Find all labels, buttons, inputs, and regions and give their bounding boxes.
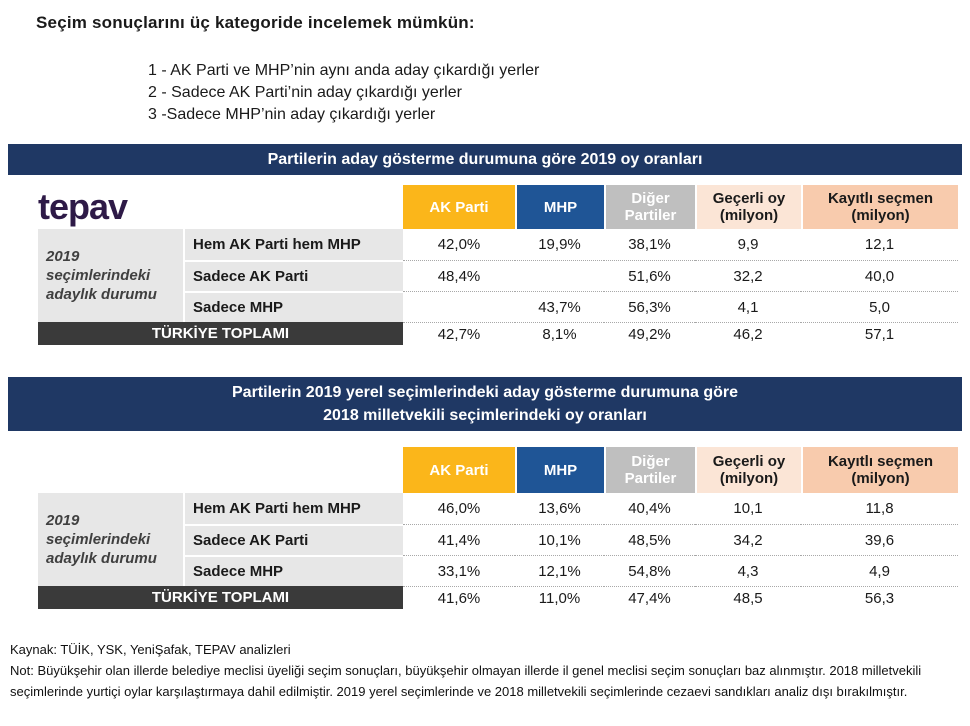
data-cell: 12,1 (864, 236, 895, 253)
data-cell: 42,7% (403, 322, 515, 345)
table1-header-row (38, 185, 958, 229)
intro-item-3: 3 -Sadece MHP’nin aday çıkardığı yerler (148, 106, 436, 123)
table2-col-header-kayitli-secmen: Kayıtlı seçmen (milyon) (801, 447, 958, 493)
data-cell: 32,2 (695, 260, 801, 291)
table1-body (38, 229, 958, 322)
row-label: Sadece MHP (185, 555, 403, 586)
table2-col-header-ak-parti: AK Parti (403, 447, 515, 493)
tepav-logo: tepav (38, 186, 128, 227)
data-cell (403, 291, 515, 322)
table2-body (38, 493, 958, 586)
data-cell: 12,1% (515, 555, 604, 586)
table-row (183, 291, 958, 322)
row-label: Sadece AK Parti (185, 260, 403, 291)
table-row (183, 555, 958, 586)
table-row (183, 260, 958, 291)
table-2018-vote-shares (38, 447, 958, 609)
data-cell: 46,0% (437, 500, 481, 517)
source-line: Kaynak: TÜİK, YSK, YeniŞafak, TEPAV analizleri (10, 642, 291, 657)
table-2019-vote-shares (38, 185, 958, 345)
data-cell: 11,8 (865, 500, 894, 517)
table-row (183, 493, 958, 524)
table1-col-header-ak-parti: AK Parti (403, 185, 515, 229)
data-cell: 46,2 (695, 322, 801, 345)
table2-title-line2: 2018 milletvekili seçimlerindeki oy oranları (323, 407, 647, 424)
row-label: Sadece MHP (185, 291, 403, 322)
data-cell: 11,0% (515, 586, 604, 609)
intro-item-1: 1 - AK Parti ve MHP’nin aynı anda aday çıkardığı yerler (148, 62, 540, 79)
logo-cell-empty (38, 447, 403, 493)
total-label: TÜRKİYE TOPLAMI (38, 586, 403, 609)
table1-title-bar (8, 144, 962, 175)
data-cell: 38,1% (628, 236, 671, 253)
data-cell: 54,8% (604, 555, 695, 586)
intro-item-2: 2 - Sadece AK Parti’nin aday çıkardığı yerler (148, 84, 462, 101)
data-cell: 4,1 (695, 291, 801, 322)
data-cell: 56,3 (801, 586, 958, 609)
table2-total-row (38, 586, 958, 609)
data-cell: 47,4% (604, 586, 695, 609)
table2-row-group-label: 2019 seçimlerindeki adaylık durumu (38, 493, 183, 586)
data-cell: 10,1% (515, 524, 604, 555)
data-cell: 5,0 (801, 291, 958, 322)
table2-col-header-diger-partiler: Diğer Partiler (604, 447, 695, 493)
data-cell: 19,9% (538, 236, 581, 253)
data-cell: 51,6% (604, 260, 695, 291)
data-cell: 33,1% (403, 555, 515, 586)
data-cell: 49,2% (604, 322, 695, 345)
data-cell: 9,9 (737, 236, 759, 253)
table1-col-header-gecerli-oy: Geçerli oy (milyon) (695, 185, 801, 229)
data-cell: 10,1 (733, 500, 763, 517)
table2-header-row (38, 447, 958, 493)
note-line: Not: Büyükşehir olan illerde belediye meclisi üyeliği seçim sonuçları, büyükşehir olmayan illerde il genel meclisi seçim sonuçları baz alınmıştır. 2018 milletvekili seçimlerinde yurtiçi oylar karşılaştırmaya dahil edilmiştir. 2019 yerel seçimlerinde ve 2018 milletvekili seçimlerinde cezaevi sandıkları analiz dışı bırakılmıştır. (10, 663, 922, 699)
intro-list (148, 60, 970, 126)
table-row (183, 229, 958, 260)
row-label: Hem AK Parti hem MHP (185, 493, 403, 524)
logo-cell (38, 185, 403, 229)
data-cell: 56,3% (604, 291, 695, 322)
data-cell (515, 260, 604, 291)
data-cell: 48,4% (403, 260, 515, 291)
intro-title: Seçim sonuçlarını üç kategoride incelemek mümkün: (36, 13, 475, 32)
data-cell: 34,2 (695, 524, 801, 555)
data-cell: 48,5 (695, 586, 801, 609)
table2-title-bar (8, 377, 962, 431)
table2-title-line1: Partilerin 2019 yerel seçimlerindeki aday gösterme durumuna göre (232, 384, 738, 401)
table2-col-header-mhp: MHP (515, 447, 604, 493)
table1-col-header-mhp: MHP (515, 185, 604, 229)
table1-row-group-label: 2019 seçimlerindeki adaylık durumu (38, 229, 183, 322)
data-cell: 48,5% (604, 524, 695, 555)
data-cell: 43,7% (515, 291, 604, 322)
data-cell: 13,6% (538, 500, 581, 517)
table1-col-header-kayitli-secmen: Kayıtlı seçmen (milyon) (801, 185, 958, 229)
table-row (183, 524, 958, 555)
table1-col-header-diger-partiler: Diğer Partiler (604, 185, 695, 229)
table1-title: Partilerin aday gösterme durumuna göre 2019 oy oranları (267, 151, 703, 168)
data-cell: 42,0% (437, 236, 481, 253)
table1-total-row (38, 322, 958, 345)
data-cell: 57,1 (801, 322, 958, 345)
data-cell: 39,6 (801, 524, 958, 555)
data-cell: 4,9 (801, 555, 958, 586)
data-cell: 8,1% (515, 322, 604, 345)
data-cell: 40,0 (801, 260, 958, 291)
data-cell: 4,3 (695, 555, 801, 586)
intro-section (0, 0, 970, 126)
footer-notes (10, 639, 960, 702)
row-label: Hem AK Parti hem MHP (185, 229, 403, 260)
data-cell: 41,4% (403, 524, 515, 555)
data-cell: 40,4% (628, 500, 671, 517)
total-label: TÜRKİYE TOPLAMI (38, 322, 403, 345)
table2-col-header-gecerli-oy: Geçerli oy (milyon) (695, 447, 801, 493)
row-label: Sadece AK Parti (185, 524, 403, 555)
data-cell: 41,6% (403, 586, 515, 609)
